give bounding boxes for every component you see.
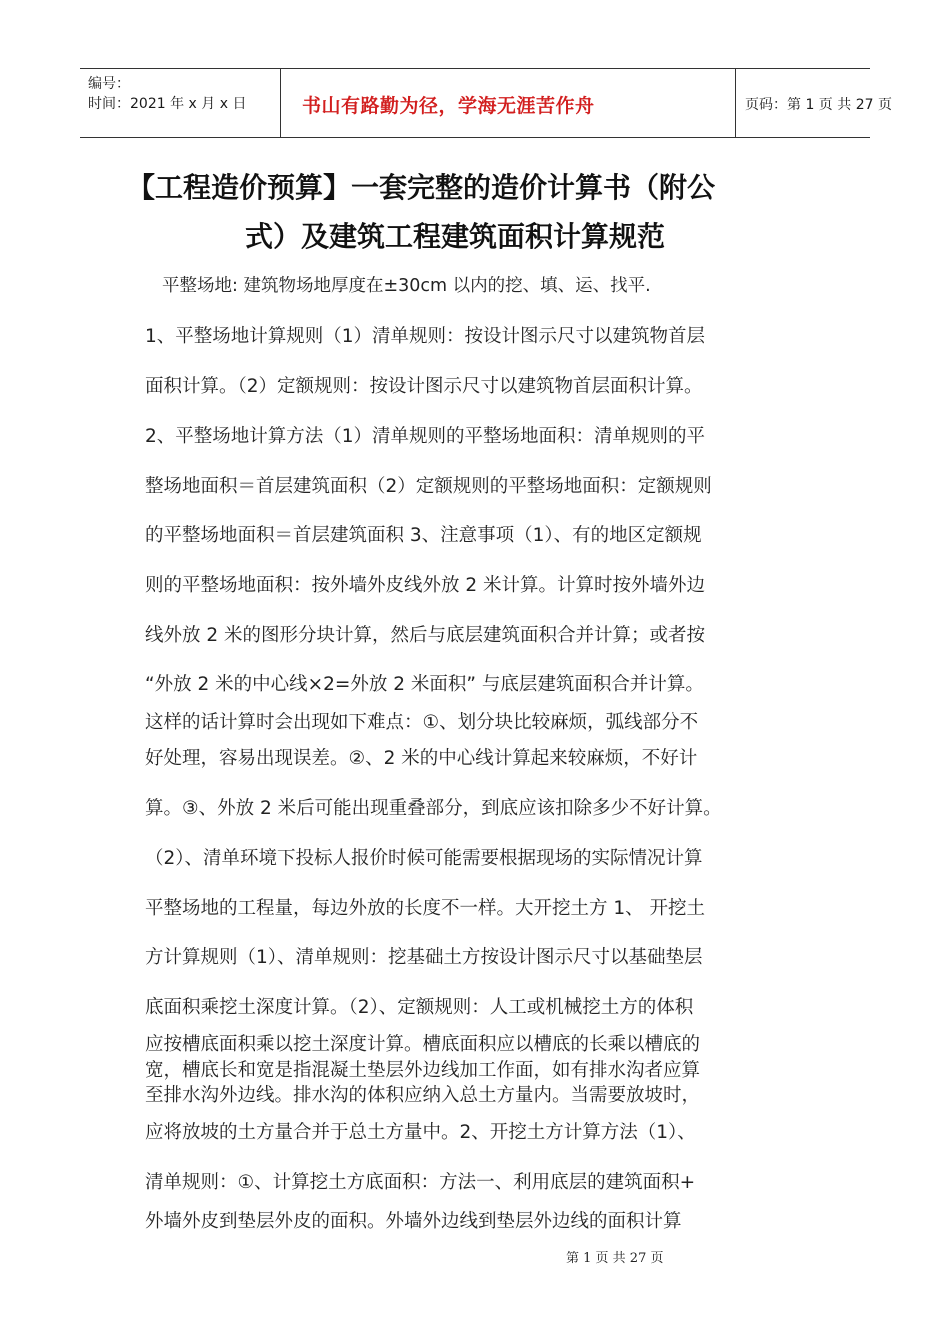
- body-line: 面积计算。（2）定额规则：按设计图示尺寸以建筑物首层面积计算。: [145, 376, 703, 397]
- header-left-cell: [80, 69, 281, 137]
- body-line: 应将放坡的土方量合并于总土方量中。2、开挖土方计算方法（1）、: [145, 1122, 696, 1143]
- body-line: 好处理，容易出现误差。②、2 米的中心线计算起来较麻烦，不好计: [145, 748, 698, 769]
- page-header: [80, 68, 892, 138]
- body-line: 底面积乘挖土深度计算。（2）、定额规则：人工或机械挖土方的体积: [145, 997, 694, 1018]
- header-middle-cell: [280, 69, 736, 137]
- body-line: 方计算规则（1）、清单规则：挖基础土方按设计图示尺寸以基础垫层: [145, 947, 703, 968]
- page-footer: 第 1 页 共 27 页: [566, 1251, 664, 1266]
- body-line: 线外放 2 米的图形分块计算，然后与底层建筑面积合并计算；或者按: [145, 625, 706, 646]
- body-line: 至排水沟外边线。排水沟的体积应纳入总土方量内。当需要放坡时，: [145, 1085, 701, 1106]
- body-line: 这样的话计算时会出现如下难点：①、划分块比较麻烦，弧线部分不: [145, 712, 699, 733]
- body-line: 2、平整场地计算方法（1）清单规则的平整场地面积：清单规则的平: [145, 426, 706, 447]
- header-page-info: 页码：第 1 页 共 27 页: [745, 97, 892, 113]
- document-date-label: 时间：2021 年 x 月 x 日: [88, 96, 247, 112]
- body-line: 平整场地: 建筑物场地厚度在±30cm 以内的挖、填、运、找平.: [162, 276, 651, 296]
- body-line: 整场地面积＝首层建筑面积（2）定额规则的平整场地面积：定额规则: [145, 476, 712, 497]
- body-line: 应按槽底面积乘以挖土深度计算。槽底面积应以槽底的长乘以槽底的: [145, 1034, 701, 1055]
- document-title-line-1: 【工程造价预算】一套完整的造价计算书（附公: [127, 171, 716, 204]
- document-number-label: 编号：: [88, 76, 130, 92]
- body-line: 平整场地的工程量，每边外放的长度不一样。大开挖土方 1、 开挖土: [145, 898, 706, 919]
- body-line: 外墙外皮到垫层外皮的面积。外墙外边线到垫层外边线的面积计算: [145, 1211, 682, 1232]
- body-line: 算。③、外放 2 米后可能出现重叠部分，到底应该扣除多少不好计算。: [145, 798, 722, 819]
- header-motto: 书山有路勤为径，学海无涯苦作舟: [302, 95, 595, 117]
- body-line: 清单规则：①、计算挖土方底面积：方法一、利用底层的建筑面积+: [145, 1172, 696, 1193]
- body-line: 1、平整场地计算规则（1）清单规则：按设计图示尺寸以建筑物首层: [145, 326, 706, 347]
- body-line: 则的平整场地面积：按外墙外皮线外放 2 米计算。计算时按外墙外边: [145, 575, 706, 596]
- header-right-cell: [735, 69, 892, 137]
- document-title-line-2: 式）及建筑工程建筑面积计算规范: [245, 220, 666, 253]
- body-line: 的平整场地面积＝首层建筑面积 3、注意事项（1）、有的地区定额规: [145, 525, 702, 546]
- body-line: 宽，槽底长和宽是指混凝土垫层外边线加工作面，如有排水沟者应算: [145, 1060, 701, 1081]
- body-line: “外放 2 米的中心线×2=外放 2 米面积” 与底层建筑面积合并计算。: [145, 674, 704, 695]
- body-line: （2）、清单环境下投标人报价时候可能需要根据现场的实际情况计算: [145, 848, 703, 869]
